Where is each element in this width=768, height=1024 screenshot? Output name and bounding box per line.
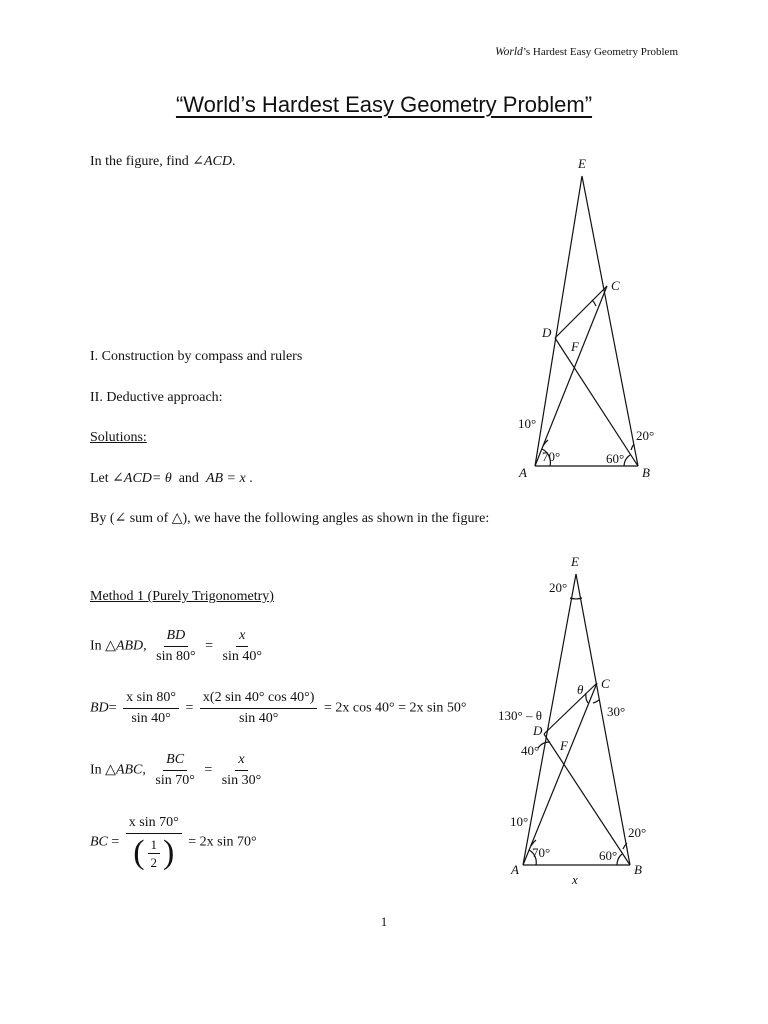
fig1-label-D: D bbox=[542, 325, 552, 340]
eq2-lhs: BD bbox=[90, 700, 109, 716]
eq3-in: In bbox=[90, 762, 102, 778]
fig1-angle-70: 70° bbox=[542, 449, 561, 464]
fig2-label-A: A bbox=[511, 862, 519, 877]
fig2-arc-theta bbox=[586, 693, 588, 703]
eq2-den2: sin 40° bbox=[238, 711, 279, 726]
fig1-arc-b60 bbox=[624, 455, 630, 466]
eq4-den bbox=[130, 834, 177, 870]
eq1-fraction-left bbox=[153, 628, 198, 665]
fig2-angle-a70: 70° bbox=[532, 845, 551, 860]
eq4-num1: x sin 70° bbox=[126, 815, 182, 834]
fig1-line-EA bbox=[535, 176, 582, 466]
eq3-fraction-left bbox=[152, 752, 197, 789]
let-acd: ACD bbox=[123, 471, 152, 486]
eq4-fraction bbox=[126, 815, 182, 870]
let-line bbox=[90, 470, 253, 487]
eq3-den2: sin 30° bbox=[221, 773, 262, 788]
solutions-label: Solutions: bbox=[90, 430, 147, 445]
let-theta: = θ bbox=[151, 471, 172, 486]
eq1-den2: sin 40° bbox=[222, 649, 262, 664]
eq1-den1: sin 80° bbox=[156, 649, 196, 664]
figure-2 bbox=[490, 552, 680, 892]
eq2-equals-2: = bbox=[185, 700, 194, 716]
fig2-angle-d40: 40° bbox=[521, 743, 540, 758]
equation-1 bbox=[90, 628, 268, 665]
eq2-fraction-1 bbox=[123, 690, 179, 727]
section-deductive: II. Deductive approach: bbox=[90, 390, 223, 405]
fig1-arc-c bbox=[592, 300, 596, 306]
fig1-line-AC bbox=[535, 286, 607, 466]
fig2-label-C: C bbox=[601, 676, 610, 691]
equation-2 bbox=[90, 690, 466, 727]
eq1-equals: = bbox=[205, 638, 213, 654]
let-and: and bbox=[178, 471, 199, 486]
fig1-label-C: C bbox=[611, 278, 620, 293]
intro-suffix: . bbox=[231, 154, 236, 169]
eq2-fraction-2 bbox=[200, 690, 318, 727]
let-word: Let bbox=[90, 471, 109, 486]
figure-1 bbox=[500, 150, 670, 490]
fig1-label-A: A bbox=[519, 465, 527, 480]
eq1-fraction-right bbox=[220, 628, 265, 665]
fig2-line-EB bbox=[576, 574, 630, 865]
eq3-triangle: △ABC bbox=[105, 762, 143, 778]
eq2-equals: = bbox=[108, 700, 117, 716]
fig2-arc-b60 bbox=[617, 854, 622, 865]
intro-prefix: In the figure, find bbox=[90, 154, 189, 169]
eq3-fraction-right bbox=[219, 752, 264, 789]
eq1-triangle: △ABD bbox=[105, 638, 144, 654]
eq3-equals: = bbox=[204, 762, 213, 778]
fig2-label-x: x bbox=[572, 872, 578, 887]
eq4-lhs: BC bbox=[90, 834, 108, 850]
eq4-rhs: = 2x sin 70° bbox=[188, 834, 257, 850]
eq4-equals: = bbox=[111, 834, 120, 850]
eq3-comma: , bbox=[142, 762, 146, 778]
fig1-angle-20: 20° bbox=[636, 428, 655, 443]
method1-heading: Method 1 (Purely Trigonometry) bbox=[90, 589, 274, 604]
eq1-comma: , bbox=[143, 638, 147, 654]
fig2-label-E: E bbox=[571, 554, 579, 569]
intro-line bbox=[90, 153, 235, 170]
fig1-arc-b20 bbox=[631, 444, 634, 450]
section-construction: I. Construction by compass and rulers bbox=[90, 349, 303, 364]
fig2-label-F: F bbox=[560, 738, 568, 753]
fig2-label-B: B bbox=[634, 862, 642, 877]
fig1-label-B: B bbox=[642, 465, 650, 480]
page-title-text: “World’s Hardest Easy Geometry Problem” bbox=[175, 92, 593, 117]
fig2-angle-a10: 10° bbox=[510, 814, 529, 829]
page-title bbox=[0, 92, 768, 118]
let-end: . bbox=[249, 471, 253, 486]
let-ab: AB bbox=[205, 471, 224, 486]
running-header bbox=[495, 46, 678, 58]
eq1-num2: x bbox=[236, 628, 248, 647]
eq2-rhs: = 2x cos 40° = 2x sin 50° bbox=[323, 700, 467, 716]
eq1-in: In bbox=[90, 638, 102, 654]
equation-3 bbox=[90, 752, 267, 789]
eq4-inner-den: 2 bbox=[150, 854, 158, 870]
fig2-angle-e20: 20° bbox=[549, 580, 568, 595]
fig2-label-D: D bbox=[533, 723, 543, 738]
eq1-num1: BD bbox=[164, 628, 189, 647]
let-angle-symbol: ∠ bbox=[112, 471, 124, 486]
fig2-angle-d130: 130° – θ bbox=[498, 708, 542, 723]
let-x: = x bbox=[226, 471, 246, 486]
fig1-angle-10: 10° bbox=[518, 416, 537, 431]
running-header-italic: World bbox=[495, 46, 523, 58]
page-number: 1 bbox=[380, 914, 388, 929]
eq3-den1: sin 70° bbox=[155, 773, 195, 788]
eq2-num1: x sin 80° bbox=[123, 690, 179, 709]
eq4-paren: ( $\frac{1}{2}$ ) bbox=[133, 834, 175, 871]
fig2-angle-c30: 30° bbox=[607, 704, 626, 719]
fig1-angle-60: 60° bbox=[606, 451, 625, 466]
fig1-label-E: E bbox=[578, 156, 586, 171]
eq3-num1: BC bbox=[163, 752, 187, 771]
eq4-inner-num: 1 bbox=[148, 838, 161, 854]
fig2-angle-b60: 60° bbox=[599, 848, 618, 863]
equation-4 bbox=[90, 815, 257, 870]
eq2-num2: x(2 sin 40° cos 40°) bbox=[200, 690, 318, 709]
fig2-angle-b20: 20° bbox=[628, 825, 647, 840]
by-line: By (∠ sum of △), we have the following angles as shown in the figure: bbox=[90, 511, 490, 526]
fig2-arc-e bbox=[570, 598, 582, 599]
running-header-rest: ’s Hardest Easy Geometry Problem bbox=[522, 46, 678, 58]
intro-target: ACD bbox=[203, 154, 232, 169]
fig2-line-BD bbox=[544, 734, 630, 865]
fig2-angle-theta: θ bbox=[577, 682, 584, 697]
fig2-arc-c30 bbox=[593, 700, 599, 703]
fig1-label-F: F bbox=[571, 339, 579, 354]
eq2-den1: sin 40° bbox=[131, 711, 171, 726]
eq3-num2: x bbox=[235, 752, 247, 771]
angle-symbol: ∠ bbox=[192, 154, 204, 169]
